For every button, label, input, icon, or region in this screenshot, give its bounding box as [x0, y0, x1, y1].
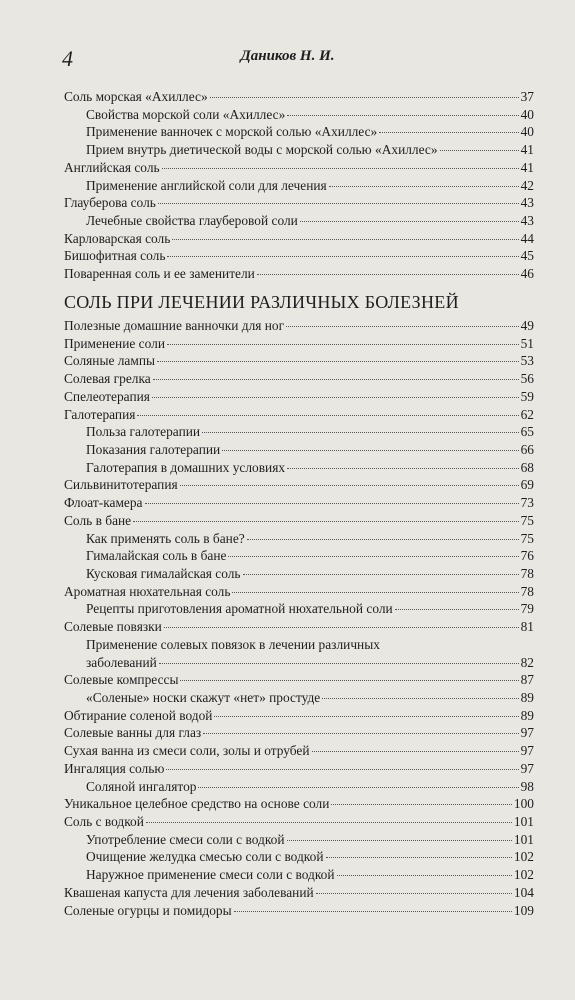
toc-entry-title: Квашеная капуста для лечения заболеваний: [64, 884, 314, 900]
toc-page-number: 46: [520, 266, 534, 282]
toc-entry-title: Свойства морской соли «Ахиллес»: [86, 106, 286, 122]
toc-entry-title: Обтирание соленой водой: [64, 707, 213, 723]
toc-entry-title: Спелеотерапия: [64, 388, 150, 404]
toc-leader-dots: [228, 556, 518, 557]
toc-entry-title: Соленые огурцы и помидоры: [64, 902, 232, 918]
toc-section-title: СОЛЬ ПРИ ЛЕЧЕНИИ РАЗЛИЧНЫХ БОЛЕЗНЕЙ: [64, 291, 459, 312]
toc-leader-dots: [312, 751, 519, 752]
toc-leader-dots: [440, 150, 519, 151]
toc-leader-dots: [210, 97, 519, 98]
toc-leader-dots: [316, 893, 512, 894]
toc-leader-dots: [287, 840, 512, 841]
running-header-author: Даников Н. И.: [240, 48, 335, 64]
toc-leader-dots: [286, 326, 518, 327]
toc-leader-dots: [287, 468, 519, 469]
toc-entry[interactable]: [64, 247, 534, 265]
toc-leader-dots: [337, 875, 512, 876]
toc-leader-dots: [158, 203, 519, 204]
toc-subentry[interactable]: [64, 212, 534, 230]
toc-leader-dots: [146, 822, 512, 823]
toc-subentry[interactable]: [64, 636, 534, 654]
toc-entry-title: Употребление смеси соли с водкой: [86, 831, 285, 847]
toc-leader-dots: [145, 503, 519, 504]
toc-leader-dots: [180, 680, 518, 681]
toc-entry-title: Солевые повязки: [64, 619, 162, 635]
toc-page-number: 87: [520, 672, 534, 688]
toc-entry[interactable]: [64, 317, 534, 335]
toc-page-number: 45: [520, 248, 534, 264]
toc-page-number: 78: [520, 565, 534, 581]
toc-page-number: 51: [520, 335, 534, 351]
toc-entry[interactable]: [64, 88, 534, 106]
toc-entry-title: Глауберова соль: [64, 195, 156, 211]
toc-entry-title: заболеваний: [86, 654, 157, 670]
toc-entry-title: Бишофитная соль: [64, 248, 166, 264]
toc-page-number: 102: [513, 867, 534, 883]
toc-page-number: 68: [520, 459, 534, 475]
toc-leader-dots: [247, 539, 519, 540]
toc-entry[interactable]: [64, 265, 534, 283]
toc-leader-dots: [159, 663, 519, 664]
toc-leader-dots: [137, 415, 518, 416]
toc-subentry[interactable]: [64, 530, 534, 548]
toc-leader-dots: [202, 432, 519, 433]
toc-subentry[interactable]: [64, 848, 534, 866]
toc-entry[interactable]: [64, 159, 534, 177]
toc-entry[interactable]: [64, 230, 534, 248]
toc-page-number: 97: [520, 760, 534, 776]
toc-entry[interactable]: [64, 406, 534, 424]
toc-leader-dots: [172, 239, 518, 240]
toc-entry-title: Карловарская соль: [64, 230, 171, 246]
toc-entry[interactable]: [64, 671, 534, 689]
toc-entry-title: Ароматная нюхательная соль: [64, 583, 231, 599]
toc-entry[interactable]: [64, 194, 534, 212]
toc-subentry[interactable]: [64, 866, 534, 884]
toc-leader-dots: [203, 733, 518, 734]
toc-entry-title: Флоат-камера: [64, 495, 143, 511]
toc-entry-title: Соль с водкой: [64, 814, 144, 830]
toc-page-number: 75: [520, 530, 534, 546]
toc-subentry[interactable]: [64, 778, 534, 796]
toc-entry-title: Прием внутрь диетической воды с морской солью «Ахиллес»: [86, 142, 438, 158]
toc-page-number: 97: [520, 743, 534, 759]
toc-page-number: 98: [520, 778, 534, 794]
toc-entry-title: «Соленые» носки скажут «нет» простуде: [86, 690, 321, 705]
toc-entry-title: Солевые ванны для глаз: [64, 725, 202, 741]
toc-page-number: 43: [520, 213, 534, 229]
toc-entry-title: Применение английской соли для лечения: [86, 177, 327, 193]
toc-leader-dots: [243, 574, 519, 575]
toc-entry-title: Солевая грелка: [64, 371, 151, 387]
toc-leader-dots: [167, 344, 519, 345]
toc-subentry[interactable]: [64, 600, 534, 618]
toc-page-number: 75: [520, 512, 534, 528]
toc-page-number: 37: [520, 89, 534, 104]
toc-leader-dots: [164, 627, 519, 628]
toc-entry[interactable]: [64, 742, 534, 760]
toc-entry[interactable]: [64, 476, 534, 494]
toc-entry-title: Солевые компрессы: [64, 672, 179, 688]
toc-leader-dots: [257, 274, 519, 275]
toc-subentry[interactable]: [64, 459, 534, 477]
toc-leader-dots: [198, 787, 518, 788]
toc-entry[interactable]: [64, 760, 534, 778]
toc-entry-title: Сильвинитотерапия: [64, 477, 178, 493]
toc-page-number: 43: [520, 195, 534, 211]
toc-entry[interactable]: [64, 494, 534, 512]
toc-page-number: 100: [513, 796, 534, 812]
toc-entry[interactable]: [64, 352, 534, 370]
toc-entry-title: Соль морская «Ахиллес»: [64, 89, 208, 104]
toc-entry-title: Соляные лампы: [64, 353, 156, 369]
toc-leader-dots: [152, 397, 519, 398]
toc-entry-title: Гималайская соль в бане: [86, 548, 227, 564]
toc-entry-title: Соляной ингалятор: [86, 778, 197, 794]
page-number: 4: [62, 46, 73, 71]
toc-entry-title: Показания галотерапии: [86, 441, 221, 457]
toc-page-number: 73: [520, 495, 534, 511]
toc-page-number: 82: [520, 654, 534, 670]
toc-page-number: 101: [513, 831, 534, 847]
toc-leader-dots: [326, 857, 512, 858]
toc-leader-dots: [180, 485, 519, 486]
toc-leader-dots: [300, 221, 519, 222]
toc-leader-dots: [395, 609, 519, 610]
toc-entry-title: Применение соли: [64, 335, 165, 351]
table-of-contents: [64, 88, 534, 919]
toc-leader-dots: [232, 592, 518, 593]
toc-entry[interactable]: [64, 724, 534, 742]
toc-page-number: 62: [520, 406, 534, 422]
toc-leader-dots: [222, 450, 518, 451]
toc-page-number: 65: [520, 424, 534, 440]
toc-subentry[interactable]: [64, 441, 534, 459]
toc-leader-dots: [379, 132, 518, 133]
toc-entry-title: Применение солевых повязок в лечении различных: [86, 636, 380, 652]
toc-subentry[interactable]: [64, 423, 534, 441]
toc-page-number: 40: [520, 124, 534, 140]
toc-entry[interactable]: [64, 884, 534, 902]
toc-page-number: 56: [520, 371, 534, 387]
toc-entry-title: Польза галотерапии: [86, 424, 201, 440]
toc-entry[interactable]: [64, 707, 534, 725]
toc-leader-dots: [322, 698, 518, 699]
toc-entry-title: Лечебные свойства глауберовой соли: [86, 213, 298, 229]
toc-entry-title: Сухая ванна из смеси соли, золы и отрубей: [64, 743, 310, 759]
toc-leader-dots: [162, 168, 519, 169]
toc-page-number: 49: [520, 317, 534, 333]
toc-page-number: 89: [520, 690, 534, 705]
toc-entry-title: Кусковая гималайская соль: [86, 565, 241, 581]
toc-subentry[interactable]: [64, 547, 534, 565]
toc-entry-title: Уникальное целебное средство на основе соли: [64, 796, 330, 812]
toc-entry[interactable]: [64, 813, 534, 831]
toc-leader-dots: [167, 256, 518, 257]
toc-entry-title: Наружное применение смеси соли с водкой: [86, 867, 335, 883]
toc-entry-title: Соль в бане: [64, 512, 132, 528]
toc-subentry[interactable]: [64, 141, 534, 159]
toc-entry-title: Английская соль: [64, 159, 160, 175]
toc-entry[interactable]: [64, 618, 534, 636]
toc-entry-title: Полезные домашние ванночки для ног: [64, 317, 285, 333]
toc-page-number: 44: [520, 230, 534, 246]
toc-subentry[interactable]: [64, 123, 534, 141]
toc-page-number: 104: [513, 884, 534, 900]
toc-page-number: 97: [520, 725, 534, 741]
toc-entry[interactable]: [64, 388, 534, 406]
toc-page-number: 79: [520, 601, 534, 617]
toc-page-number: 59: [520, 388, 534, 404]
toc-page-number: 40: [520, 106, 534, 122]
toc-page-number: 76: [520, 548, 534, 564]
toc-leader-dots: [166, 769, 518, 770]
toc-page-number: 101: [513, 814, 534, 830]
toc-subentry[interactable]: [64, 106, 534, 124]
toc-leader-dots: [153, 379, 519, 380]
toc-page-number: 66: [520, 441, 534, 457]
toc-entry-title: Очищение желудка смесью соли с водкой: [86, 849, 324, 865]
toc-page-number: 41: [520, 142, 534, 158]
toc-entry[interactable]: [64, 370, 534, 388]
toc-leader-dots: [234, 911, 512, 912]
toc-entry[interactable]: [64, 335, 534, 353]
toc-leader-dots: [329, 186, 519, 187]
toc-entry-title: Поваренная соль и ее заменители: [64, 266, 255, 282]
toc-entry[interactable]: [64, 583, 534, 601]
toc-page-number: 69: [520, 477, 534, 493]
toc-subentry[interactable]: [64, 689, 534, 707]
toc-entry[interactable]: [64, 795, 534, 813]
toc-page-number: 89: [520, 707, 534, 723]
toc-entry[interactable]: [64, 512, 534, 530]
toc-page-number: 53: [520, 353, 534, 369]
toc-leader-dots: [133, 521, 518, 522]
toc-entry-title: Применение ванночек с морской солью «Ахиллес»: [86, 124, 378, 140]
toc-leader-dots: [214, 716, 518, 717]
toc-entry[interactable]: [64, 902, 534, 920]
toc-entry-title: Рецепты приготовления ароматной нюхательной соли: [86, 601, 393, 617]
toc-leader-dots: [287, 115, 518, 116]
toc-subentry[interactable]: [64, 565, 534, 583]
toc-leader-dots: [331, 804, 512, 805]
toc-page-number: 102: [513, 849, 534, 865]
toc-entry-title: Галотерапия: [64, 406, 136, 422]
toc-entry-title: Галотерапия в домашних условиях: [86, 459, 286, 475]
toc-page-number: 42: [520, 177, 534, 193]
toc-subentry[interactable]: [64, 654, 534, 672]
toc-subentry[interactable]: [64, 177, 534, 195]
toc-page-number: 78: [520, 583, 534, 599]
toc-subentry[interactable]: [64, 831, 534, 849]
toc-page-number: 41: [520, 159, 534, 175]
toc-page-number: 109: [513, 902, 534, 918]
toc-page-number: 81: [520, 619, 534, 635]
toc-entry-title: Как применять соль в бане?: [86, 530, 245, 546]
toc-entry-title: Ингаляция солью: [64, 760, 165, 776]
toc-leader-dots: [157, 361, 519, 362]
